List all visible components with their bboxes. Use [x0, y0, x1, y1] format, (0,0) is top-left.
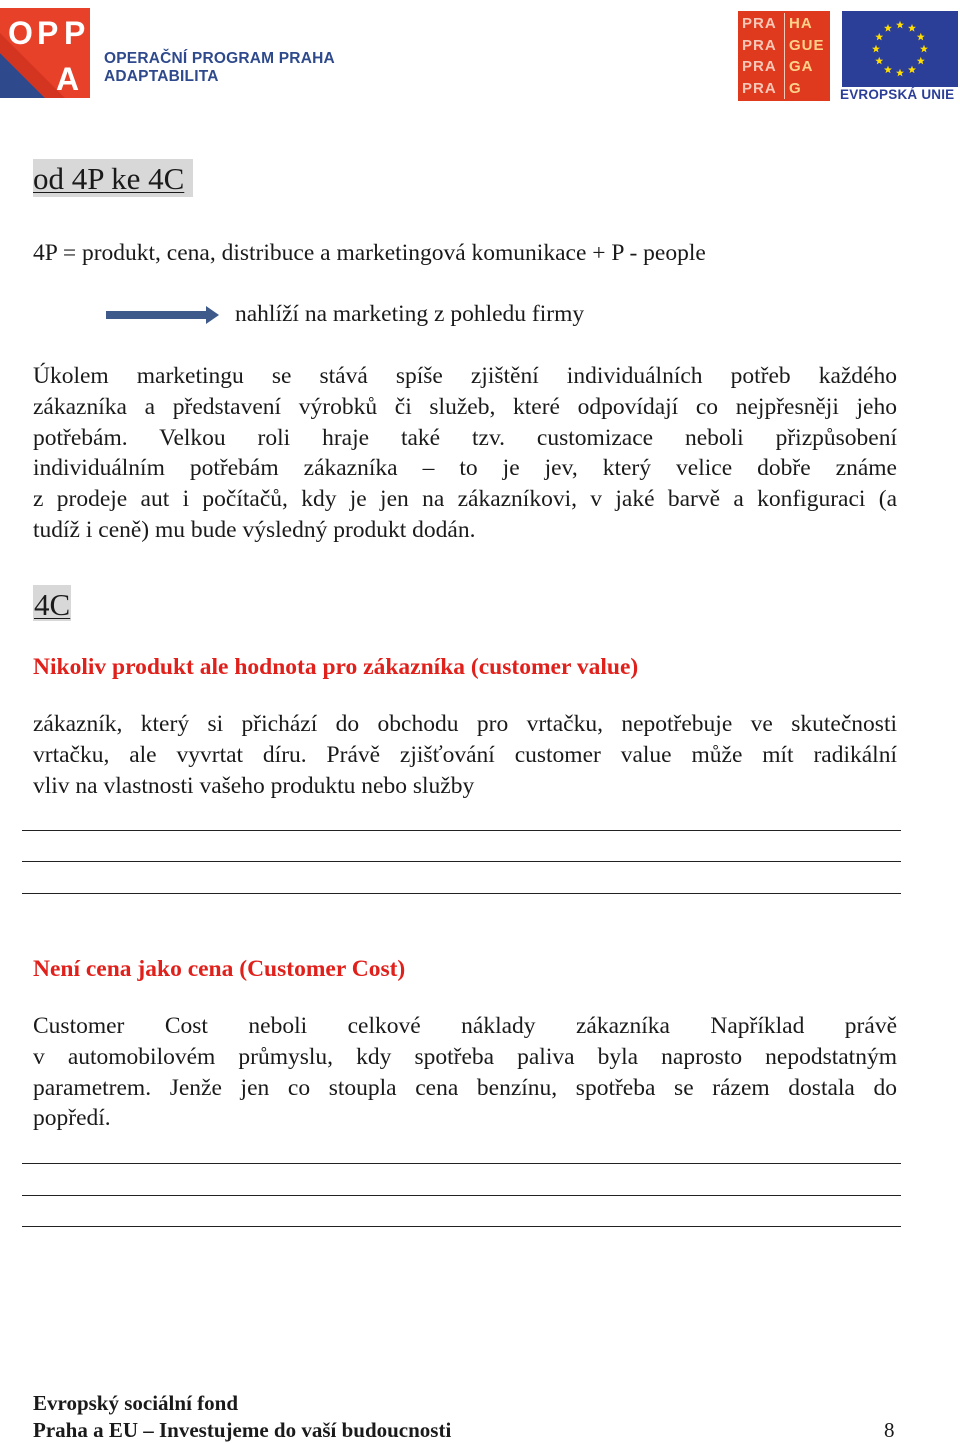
line-4p: 4P = produkt, cena, distribuce a marketingová komunikace + P - people [33, 240, 706, 266]
paragraph-line: vliv na vlastnosti vašeho produktu nebo služby [33, 772, 475, 799]
page-number: 8 [884, 1418, 895, 1442]
paragraph-line: v automobilovém průmyslu, kdy spotřeba paliva byla naprosto nepodstatným [33, 1043, 897, 1070]
paragraph-customization [33, 361, 897, 546]
answer-line [22, 893, 901, 894]
paragraph-line: parametrem. Jenže jen co stoupla cena benzínu, spotřeba se rázem dostala do [33, 1074, 897, 1101]
praha-cell: GA [784, 56, 826, 78]
answer-line [22, 861, 901, 862]
eu-flag-icon [842, 11, 958, 87]
paragraph-line: Úkolem marketingu se stává spíše zjištění individuálních potřeb každého [33, 363, 897, 389]
opp-name-line1: OPERAČNÍ PROGRAM PRAHA [104, 50, 335, 67]
praha-cell: GUE [784, 35, 826, 57]
opp-letter-a: A [56, 61, 80, 97]
paragraph-line: popředí. [33, 1105, 111, 1132]
opp-letter-p1: P [37, 15, 59, 51]
answer-line [22, 1163, 901, 1164]
answer-line [22, 830, 901, 831]
main-heading: od 4P ke 4C [33, 159, 193, 197]
opp-name-line2: ADAPTABILITA [104, 68, 219, 85]
praha-cell: G [784, 78, 826, 100]
praha-cell: HA [784, 13, 826, 35]
paragraph-customer-cost [33, 1011, 897, 1134]
praha-cell: PRA [742, 79, 777, 97]
paragraph-line: z prodeje aut i počítačů, kdy je jen na zákazníkovi, v jaké barvě a konfiguraci (a [33, 486, 897, 513]
heading-4c: 4C [34, 587, 71, 622]
praha-logo [738, 11, 830, 101]
opp-program-name [104, 50, 335, 86]
footer-fund: Evropský sociální fond [33, 1391, 239, 1415]
praha-cell: PRA [742, 58, 777, 76]
opp-logo-mark [0, 8, 90, 98]
paragraph-line: zákazníka a představení výrobků či služeb, které odpovídají co nejpřesněji jeho [33, 393, 897, 420]
praha-cell: PRA [742, 15, 777, 33]
section-heading-customer-cost: Není cena jako cena (Customer Cost) [33, 956, 406, 982]
section-heading-customer-value: Nikoliv produkt ale hodnota pro zákazníka (customer value) [33, 654, 639, 680]
right-arrow-icon [106, 304, 220, 326]
paragraph-line: individuálním potřebám zákazníka – to je jev, který velice dobře známe [33, 455, 897, 482]
eu-caption: EVROPSKÁ UNIE [840, 87, 955, 102]
arrow-text: nahlíží na marketing z pohledu firmy [235, 301, 585, 327]
footer-slogan: Praha a EU – Investujeme do vaší budoucnosti [33, 1418, 452, 1442]
answer-line [22, 1195, 901, 1196]
opp-letter-p2: P [64, 15, 86, 51]
paragraph-line: Customer Cost neboli celkové náklady zákazníka Například právě [33, 1013, 897, 1039]
opp-letter-o: O [8, 15, 33, 51]
paragraph-line: vrtačku, ale vyvrtat díru. Právě zjišťování customer value může mít radikální [33, 741, 897, 768]
paragraph-line: tudíž i ceně) mu bude výsledný produkt dodán. [33, 516, 476, 543]
praha-cell: PRA [742, 36, 777, 54]
paragraph-line: zákazník, který si přichází do obchodu pro vrtačku, nepotřebuje ve skutečnosti [33, 711, 897, 737]
paragraph-customer-value [33, 709, 897, 801]
answer-line [22, 1226, 901, 1227]
paragraph-line: potřebám. Velkou roli hraje také tzv. customizace neboli přizpůsobení [33, 424, 897, 451]
